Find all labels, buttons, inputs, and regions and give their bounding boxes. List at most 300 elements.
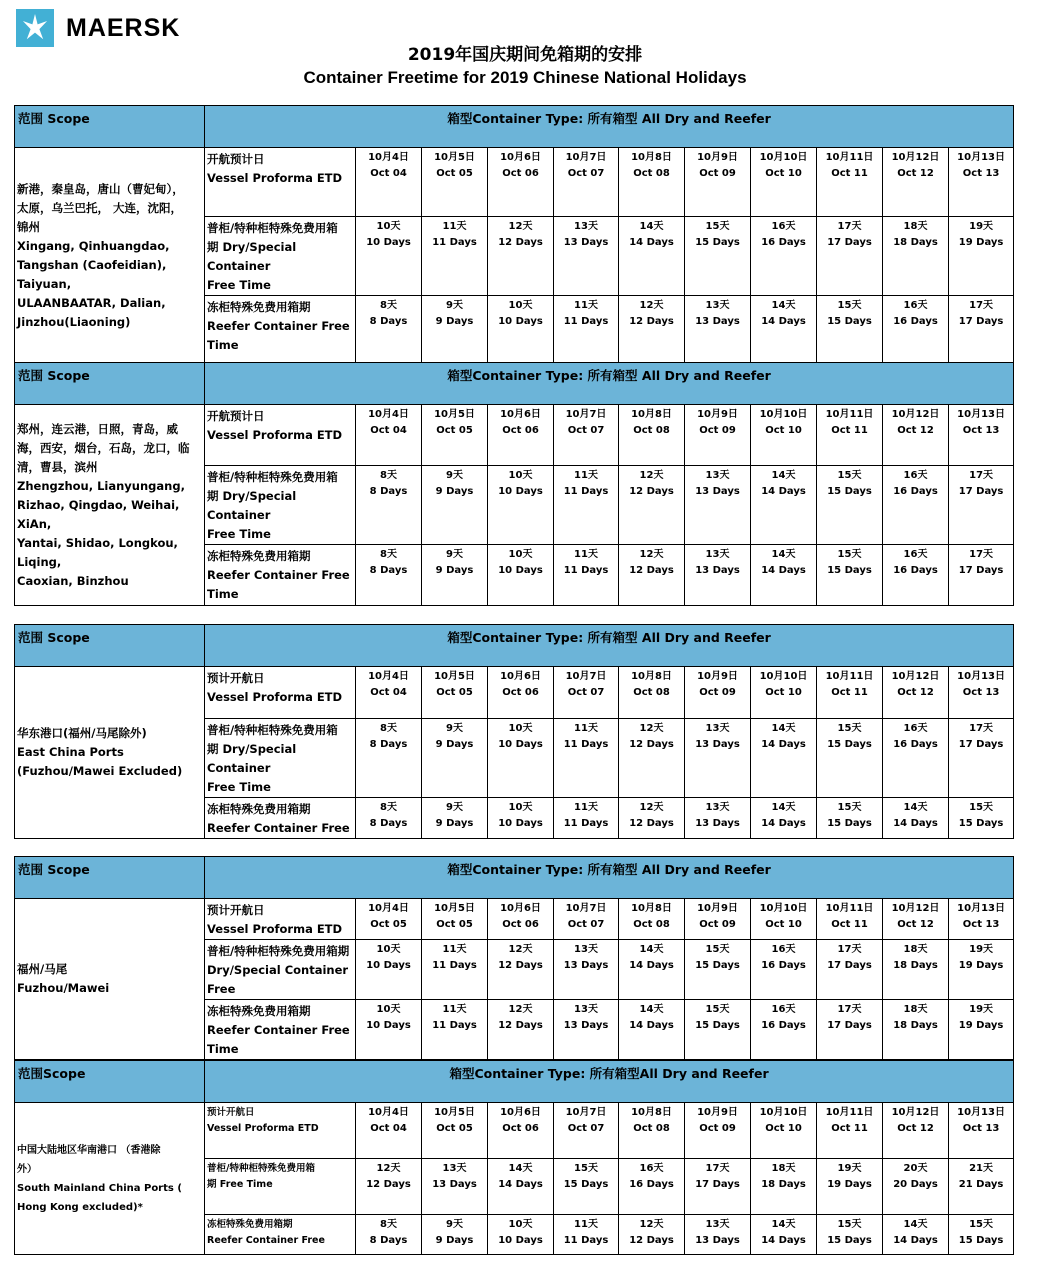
table-cell	[356, 1159, 422, 1215]
table-cell	[751, 217, 817, 296]
cell-en: 17 Days	[827, 237, 872, 248]
cell-en: 13 Days	[432, 1179, 477, 1190]
table-cell	[751, 899, 817, 940]
table-cell	[685, 1103, 751, 1159]
cell-en: Oct 04	[370, 687, 407, 698]
table-cell	[356, 1103, 422, 1159]
cell-zh: 10月4日	[368, 409, 409, 420]
cell-zh: 10月5日	[434, 671, 475, 682]
scope-line: 福州/马尾	[17, 962, 68, 976]
table-row	[15, 899, 1014, 940]
cell-zh: 10月6日	[500, 903, 541, 914]
table-cell	[422, 148, 488, 217]
cell-zh: 10月4日	[368, 1107, 409, 1118]
cell-zh: 10天	[508, 1219, 533, 1230]
cell-zh: 10月7日	[565, 152, 607, 163]
cell-en: 10 Days	[366, 1020, 411, 1031]
cell-en: 9 Days	[435, 486, 474, 497]
row-label-line: Reefer Container Free	[207, 1235, 325, 1246]
container-type-header: 箱型Container Type: 所有箱型 All Dry and Reefer	[205, 625, 1014, 667]
title-zh: 2019年国庆期间免箱期的安排	[407, 45, 643, 65]
table-cell	[488, 545, 554, 606]
cell-en: 17 Days	[958, 316, 1004, 327]
cell-zh: 14天	[771, 470, 796, 481]
row-label-line: 开航预计日	[207, 409, 265, 423]
cell-en: Oct 05	[370, 919, 407, 930]
scope-ports	[15, 148, 205, 365]
cell-zh: 16天	[771, 221, 796, 232]
cell-en: 18 Days	[893, 1020, 938, 1031]
cell-en: 11 Days	[563, 565, 609, 576]
cell-en: 20 Days	[893, 1179, 938, 1190]
cell-en: Oct 09	[699, 1123, 736, 1134]
cell-zh: 11天	[574, 300, 598, 311]
cell-en: 12 Days	[629, 739, 674, 750]
table-cell	[488, 1159, 554, 1215]
table-cell	[685, 798, 751, 839]
cell-zh: 10天	[508, 802, 533, 813]
cell-en: Oct 11	[831, 687, 868, 698]
table-cell	[488, 899, 554, 940]
cell-en: 16 Days	[893, 316, 938, 327]
cell-zh: 11天	[442, 1004, 467, 1015]
scope-line: 郑州，连云港，日照，青岛，威	[17, 421, 178, 436]
table-cell	[949, 667, 1014, 719]
row-label	[205, 940, 356, 1000]
cell-zh: 15天	[969, 1219, 994, 1230]
cell-zh: 18天	[903, 1004, 928, 1015]
cell-zh: 19天	[837, 1163, 862, 1174]
cell-zh: 14天	[771, 549, 796, 560]
table-cell	[685, 940, 751, 1000]
cell-en: 15 Days	[827, 486, 872, 497]
cell-zh: 15天	[837, 300, 862, 311]
cell-zh: 14天	[639, 221, 664, 232]
cell-zh: 10月9日	[697, 1107, 738, 1118]
table-cell	[817, 1103, 883, 1159]
cell-zh: 10月9日	[697, 903, 738, 914]
cell-en: 13 Days	[563, 237, 609, 248]
cell-zh: 18天	[903, 221, 928, 232]
row-label-line: 期 Dry/Special Container	[207, 742, 297, 775]
cell-zh: 17天	[969, 549, 994, 560]
cell-en: 15 Days	[827, 316, 872, 327]
scope-header: 范围Scope	[15, 1061, 205, 1103]
row-label-line: Dry/Special Container Free	[207, 963, 349, 996]
scope-ports	[15, 405, 205, 606]
cell-zh: 10月11日	[825, 671, 874, 682]
cell-en: Oct 13	[962, 425, 1000, 436]
cell-en: Oct 06	[502, 425, 539, 436]
table-cell	[488, 217, 554, 296]
cell-en: 16 Days	[629, 1179, 674, 1190]
table-cell	[751, 545, 817, 606]
cell-en: Oct 12	[897, 168, 934, 179]
table-cell	[554, 1000, 619, 1060]
row-label	[205, 296, 356, 365]
row-label-line: 期 Dry/Special Container	[207, 489, 297, 522]
row-label-line: Vessel Proforma ETD	[207, 1123, 319, 1134]
cell-zh: 14天	[639, 1004, 664, 1015]
star-icon	[16, 9, 54, 47]
table-cell	[554, 405, 619, 466]
table-cell	[883, 466, 949, 545]
cell-en: 15 Days	[695, 237, 740, 248]
row-label-line: 普柜/特种柜特殊免费用箱期	[207, 944, 350, 958]
table-cell	[685, 296, 751, 365]
scope-line: East China Ports	[17, 745, 124, 759]
cell-zh: 13天	[705, 470, 730, 481]
row-label	[205, 1103, 356, 1159]
cell-en: 14 Days	[761, 565, 806, 576]
cell-zh: 13天	[705, 802, 730, 813]
table-row	[15, 1103, 1014, 1159]
table-cell	[883, 405, 949, 466]
cell-zh: 10月4日	[368, 152, 409, 163]
table-cell	[619, 1215, 685, 1255]
cell-en: Oct 09	[699, 425, 736, 436]
cell-en: 14 Days	[893, 1235, 938, 1246]
scope-header: 范围 Scope	[15, 625, 205, 667]
cell-en: 14 Days	[629, 960, 674, 971]
cell-zh: 12天	[639, 723, 664, 734]
row-label-line: Free Time	[207, 780, 271, 794]
table-cell	[751, 667, 817, 719]
row-label	[205, 405, 356, 466]
scope-line: 海，西安，烟台，石岛，龙口，临	[17, 440, 190, 455]
cell-zh: 17天	[969, 723, 994, 734]
row-label-line: Free Time	[207, 278, 271, 292]
cell-zh: 10天	[376, 221, 401, 232]
cell-en: 18 Days	[893, 960, 938, 971]
table-cell	[883, 1000, 949, 1060]
cell-en: 14 Days	[761, 1235, 806, 1246]
cell-en: 18 Days	[893, 237, 938, 248]
cell-zh: 8天	[380, 1219, 397, 1230]
scope-header: 范围 Scope	[15, 106, 205, 148]
cell-en: 19 Days	[827, 1179, 872, 1190]
table-cell	[883, 1103, 949, 1159]
table-cell	[422, 667, 488, 719]
table-cell	[422, 899, 488, 940]
cell-zh: 16天	[771, 944, 796, 955]
cell-zh: 10月6日	[500, 152, 541, 163]
table-cell	[356, 798, 422, 839]
cell-zh: 10月11日	[825, 152, 874, 163]
scope-line: ULAANBAATAR, Dalian,	[17, 296, 166, 310]
cell-en: 12 Days	[498, 960, 543, 971]
row-label	[205, 719, 356, 798]
row-label-line: Vessel Proforma ETD	[207, 428, 343, 442]
cell-en: Oct 05	[436, 687, 473, 698]
cell-en: 11 Days	[563, 818, 609, 829]
table-cell	[356, 405, 422, 466]
table-header-row	[15, 1061, 1014, 1103]
cell-zh: 14天	[903, 802, 928, 813]
table-cell	[949, 217, 1014, 296]
cell-zh: 14天	[639, 944, 664, 955]
table-cell	[554, 1159, 619, 1215]
cell-zh: 8天	[380, 470, 397, 481]
cell-zh: 12天	[639, 802, 664, 813]
cell-zh: 10月7日	[565, 903, 607, 914]
cell-zh: 13天	[574, 944, 598, 955]
cell-zh: 14天	[771, 802, 796, 813]
cell-en: 10 Days	[498, 818, 543, 829]
cell-zh: 10月13日	[957, 903, 1005, 914]
table-cell	[685, 1159, 751, 1215]
cell-en: 14 Days	[629, 1020, 674, 1031]
cell-zh: 17天	[837, 221, 862, 232]
cell-en: Oct 09	[699, 168, 736, 179]
cell-en: Oct 07	[567, 425, 605, 436]
table-cell	[817, 899, 883, 940]
scope-line: Zhengzhou, Lianyungang,	[17, 478, 185, 493]
table-cell	[817, 217, 883, 296]
table-cell	[422, 1103, 488, 1159]
cell-zh: 10天	[508, 470, 533, 481]
cell-zh: 10月7日	[565, 1107, 607, 1118]
cell-en: 17 Days	[695, 1179, 740, 1190]
cell-zh: 10月9日	[697, 671, 738, 682]
cell-en: Oct 12	[897, 919, 934, 930]
cell-en: Oct 07	[567, 1123, 605, 1134]
table-cell	[488, 296, 554, 365]
table-cell	[685, 1000, 751, 1060]
cell-zh: 10月13日	[957, 1107, 1005, 1118]
cell-zh: 13天	[574, 221, 598, 232]
cell-en: 10 Days	[366, 960, 411, 971]
cell-zh: 10月9日	[697, 152, 738, 163]
cell-zh: 10月13日	[957, 671, 1005, 682]
cell-zh: 10月11日	[825, 409, 874, 420]
row-label-line: 预计开航日	[207, 903, 265, 917]
cell-en: 12 Days	[629, 818, 674, 829]
cell-en: Oct 04	[370, 1123, 407, 1134]
cell-en: 8 Days	[369, 739, 408, 750]
table-cell	[883, 545, 949, 606]
cell-en: Oct 11	[831, 919, 868, 930]
cell-en: 17 Days	[958, 486, 1004, 497]
cell-en: Oct 08	[633, 425, 670, 436]
cell-zh: 12天	[376, 1163, 401, 1174]
cell-zh: 11天	[574, 1219, 598, 1230]
table-row	[15, 405, 1014, 466]
cell-en: 15 Days	[695, 1020, 740, 1031]
cell-en: Oct 08	[633, 168, 670, 179]
table-cell	[619, 899, 685, 940]
cell-en: Oct 13	[962, 168, 1000, 179]
cell-zh: 13天	[705, 1219, 730, 1230]
cell-zh: 13天	[705, 723, 730, 734]
cell-en: 11 Days	[432, 960, 477, 971]
table-cell	[619, 798, 685, 839]
cell-zh: 9天	[446, 1219, 463, 1230]
table-cell	[685, 405, 751, 466]
cell-en: 8 Days	[369, 818, 408, 829]
cell-zh: 10月9日	[697, 409, 738, 420]
table-cell	[356, 217, 422, 296]
cell-zh: 14天	[903, 1219, 928, 1230]
table-cell	[356, 719, 422, 798]
table-header-row	[15, 363, 1014, 405]
cell-zh: 17天	[705, 1163, 730, 1174]
table-cell	[619, 1103, 685, 1159]
table-cell	[619, 217, 685, 296]
row-label	[205, 667, 356, 719]
cell-en: 17 Days	[958, 739, 1004, 750]
cell-zh: 10天	[508, 300, 533, 311]
cell-zh: 13天	[574, 1004, 598, 1015]
cell-en: 13 Days	[563, 1020, 609, 1031]
table-cell	[949, 466, 1014, 545]
table-cell	[949, 798, 1014, 839]
cell-zh: 10月11日	[825, 903, 874, 914]
table-cell	[554, 296, 619, 365]
scope-ports	[15, 1103, 205, 1255]
cell-en: 12 Days	[629, 486, 674, 497]
table-cell	[422, 545, 488, 606]
row-label-line: 普柜/特种柜特殊免费用箱	[207, 1163, 315, 1174]
table-cell	[488, 1000, 554, 1060]
cell-en: 14 Days	[761, 818, 806, 829]
cell-zh: 16天	[771, 1004, 796, 1015]
cell-zh: 10天	[376, 1004, 401, 1015]
cell-en: 9 Days	[435, 739, 474, 750]
cell-en: Oct 05	[436, 1123, 473, 1134]
cell-en: Oct 06	[502, 687, 539, 698]
cell-en: 13 Days	[695, 1235, 740, 1246]
scope-line: Tangshan (Caofeidian), Taiyuan,	[17, 258, 167, 291]
table-cell	[554, 1103, 619, 1159]
cell-zh: 17天	[969, 300, 994, 311]
cell-zh: 10月10日	[759, 409, 808, 420]
cell-en: 9 Days	[435, 1235, 474, 1246]
cell-en: 13 Days	[695, 739, 740, 750]
row-label-line: Reefer Container Free	[207, 821, 350, 835]
table-row	[15, 148, 1014, 217]
row-label-line: 期 Dry/Special Container	[207, 240, 297, 273]
cell-zh: 10天	[508, 549, 533, 560]
cell-zh: 13天	[442, 1163, 467, 1174]
cell-zh: 11天	[574, 549, 598, 560]
cell-zh: 10月8日	[631, 409, 672, 420]
row-label	[205, 1000, 356, 1060]
table-cell	[554, 798, 619, 839]
cell-zh: 16天	[903, 549, 928, 560]
table-cell	[554, 148, 619, 217]
cell-en: 11 Days	[563, 739, 609, 750]
table-cell	[883, 798, 949, 839]
cell-zh: 17天	[837, 944, 862, 955]
cell-zh: 13天	[705, 549, 730, 560]
cell-zh: 15天	[837, 802, 862, 813]
table-cell	[619, 148, 685, 217]
table-cell	[751, 1103, 817, 1159]
cell-en: 16 Days	[761, 1020, 806, 1031]
cell-en: Oct 09	[699, 687, 736, 698]
cell-zh: 10月10日	[759, 152, 808, 163]
cell-en: 11 Days	[563, 486, 609, 497]
cell-zh: 15天	[969, 802, 994, 813]
table-cell	[751, 148, 817, 217]
cell-zh: 15天	[705, 1004, 730, 1015]
table-cell	[685, 1215, 751, 1255]
cell-zh: 10月4日	[368, 903, 409, 914]
table-cell	[949, 545, 1014, 606]
cell-en: 12 Days	[498, 237, 543, 248]
cell-en: 17 Days	[827, 960, 872, 971]
row-label-line: Time	[207, 338, 239, 352]
cell-zh: 14天	[771, 300, 796, 311]
scope-line: Jinzhou(Liaoning)	[17, 315, 131, 329]
cell-zh: 10月8日	[631, 903, 672, 914]
cell-en: 16 Days	[893, 486, 938, 497]
table-cell	[488, 1215, 554, 1255]
cell-zh: 10月7日	[565, 671, 607, 682]
row-label-line: 冻柜特殊免费用箱期	[207, 549, 311, 563]
cell-zh: 10月8日	[631, 1107, 672, 1118]
scope-ports	[15, 899, 205, 1060]
container-type-header: 箱型Container Type: 所有箱型 All Dry and Reefer	[205, 857, 1014, 899]
cell-en: 12 Days	[629, 1235, 674, 1246]
cell-en: 17 Days	[827, 1020, 872, 1031]
maersk-logo	[16, 8, 180, 48]
cell-zh: 19天	[969, 221, 994, 232]
cell-en: Oct 06	[502, 168, 539, 179]
cell-en: 12 Days	[629, 316, 674, 327]
table-cell	[883, 148, 949, 217]
cell-zh: 18天	[771, 1163, 796, 1174]
table-cell	[949, 148, 1014, 217]
row-label-line: 冻柜特殊免费用箱期	[207, 300, 311, 314]
cell-en: 9 Days	[435, 818, 474, 829]
cell-en: 15 Days	[958, 818, 1004, 829]
row-label-line: 开航预计日	[207, 152, 265, 166]
table-cell	[488, 798, 554, 839]
cell-zh: 9天	[446, 300, 463, 311]
cell-en: Oct 11	[831, 168, 868, 179]
row-label-line: Vessel Proforma ETD	[207, 922, 343, 936]
cell-en: Oct 13	[962, 919, 1000, 930]
cell-zh: 17天	[969, 470, 994, 481]
cell-en: Oct 05	[436, 425, 473, 436]
cell-en: 16 Days	[761, 237, 806, 248]
cell-en: 11 Days	[432, 237, 477, 248]
row-label-line: 普柜/特种柜特殊免费用箱	[207, 723, 338, 737]
table-cell	[422, 719, 488, 798]
cell-zh: 8天	[380, 549, 397, 560]
freetime-table	[14, 362, 1014, 606]
row-label-line: 普柜/特种柜特殊免费用箱	[207, 221, 338, 235]
cell-zh: 12天	[639, 549, 664, 560]
table-cell	[554, 217, 619, 296]
table-cell	[356, 1215, 422, 1255]
cell-zh: 11天	[442, 221, 467, 232]
cell-en: Oct 08	[633, 919, 670, 930]
cell-zh: 11天	[442, 944, 467, 955]
scope-line: Yantai, Shidao, Longkou, Liqing,	[17, 535, 178, 569]
table-cell	[619, 1159, 685, 1215]
cell-en: 15 Days	[827, 565, 872, 576]
scope-line: 太原，乌兰巴托， 大连，沈阳，	[17, 201, 183, 215]
cell-en: 16 Days	[893, 565, 938, 576]
row-label-line: 期 Free Time	[207, 1179, 273, 1190]
cell-en: Oct 10	[765, 919, 802, 930]
scope-line: 外）	[17, 1163, 37, 1175]
table-cell	[949, 1159, 1014, 1215]
cell-en: 10 Days	[498, 316, 543, 327]
